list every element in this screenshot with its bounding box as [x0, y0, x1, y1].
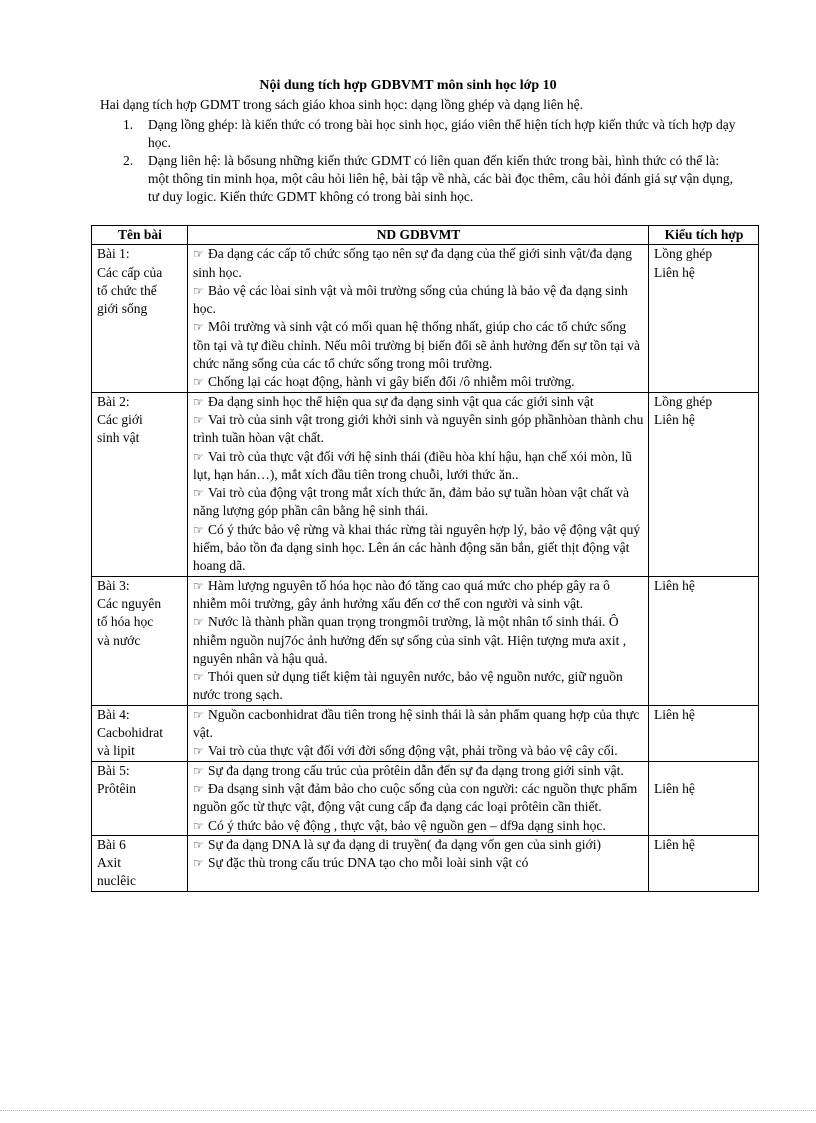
lesson-cell	[92, 576, 188, 705]
content-item	[193, 668, 644, 705]
content-item	[193, 780, 644, 817]
hand-pointing-icon: ☞	[193, 486, 204, 501]
hand-pointing-icon: ☞	[193, 578, 204, 593]
header-type: Kiểu tích hợp	[649, 226, 759, 245]
content-item	[193, 393, 644, 411]
lesson-line: và lipit	[97, 743, 135, 759]
hand-pointing-icon: ☞	[193, 707, 204, 722]
list-text: Dạng liên hệ: là bổsung những kiến thức GDMT có liên quan đến kiến thức trong bài, hình thức có thể là: một thông tin minh họa, một câu hỏi liên hệ, bài tập về nhà, các bài đọc thêm, câu hỏi đánh giá sự vận dụng, tư duy logic. Kiến thức GDMT không có trong bài sinh học.	[148, 153, 734, 204]
lesson-cell	[92, 761, 188, 835]
type-cell	[649, 245, 759, 392]
header-lesson: Tên bài	[92, 226, 188, 245]
document-title: Nội dung tích hợp GDBVMT môn sinh học lớp 10	[259, 78, 557, 93]
content-item	[193, 577, 644, 614]
content-item	[193, 817, 644, 835]
content-text: Chống lại các hoạt động, hành vi gây biến đổi /ô nhiễm môi trường.	[208, 374, 575, 390]
list-text: Dạng lồng ghép: là kiến thức có trong bài học sinh học, giáo viên thể hiện tích hợp kiến thức và tích hợp dạy học.	[148, 117, 736, 150]
type-label	[654, 762, 754, 780]
hand-pointing-icon: ☞	[193, 856, 204, 871]
table-row	[92, 576, 759, 705]
content-text: Vai trò của thực vật đối với hệ sinh thái (điều hòa khí hậu, hạn chế xói mòn, lũ lụt, hạn hán…), mắt xích đầu tiên trong chuỗi, lưới thức ăn..	[193, 448, 632, 482]
content-item	[193, 521, 644, 576]
content-cell	[188, 761, 649, 835]
content-cell	[188, 392, 649, 576]
content-item	[193, 318, 644, 373]
type-label: Liên hệ	[654, 706, 695, 722]
table-row	[92, 761, 759, 835]
content-text: Vai trò của động vật trong mắt xích thức ăn, đảm bảo sự tuần hòan vật chất và năng lượng góp phần cân bằng hệ sinh thái.	[193, 485, 630, 519]
lesson-line: giới sống	[97, 301, 148, 317]
hand-pointing-icon: ☞	[193, 412, 204, 427]
content-text: Vai trò của sinh vật trong giới khởi sinh và nguyên sinh góp phầnhòan thành chu trình tuần hòan vật chất.	[193, 411, 644, 446]
lesson-line: Bài 5:	[97, 762, 130, 778]
type-label: Liên hệ	[654, 411, 695, 427]
lesson-cell	[92, 835, 188, 891]
hand-pointing-icon: ☞	[193, 615, 204, 630]
type-label: Liên hệ	[654, 577, 695, 593]
hand-pointing-icon: ☞	[193, 394, 204, 409]
lesson-cell	[92, 245, 188, 392]
table-row	[92, 835, 759, 891]
content-item	[193, 854, 644, 872]
type-label: Lồng ghép	[654, 246, 713, 262]
lesson-line: Bài 4:	[97, 706, 130, 722]
content-item	[193, 245, 644, 282]
list-number: 1.	[123, 117, 134, 132]
lesson-cell	[92, 392, 188, 576]
content-item	[193, 373, 644, 391]
lesson-cell	[92, 705, 188, 761]
content-cell	[188, 245, 649, 392]
content-text: Sự đa dạng DNA là sự đa dạng di truyền( đa dạng vốn gen của sinh giới)	[208, 836, 601, 852]
hand-pointing-icon: ☞	[193, 522, 204, 537]
content-item	[193, 706, 644, 743]
content-cell	[188, 705, 649, 761]
lesson-line: tố hóa học	[97, 614, 154, 630]
content-text: Hàm lượng nguyên tố hóa học nào đó tăng cao quá mức cho phép gây ra ô nhiễm môi trường, gây ảnh hưởng xấu đến cơ thể con người và sinh vật.	[193, 577, 610, 611]
type-cell	[649, 576, 759, 705]
content-text: Đa dạng các cấp tổ chức sống tạo nên sự đa dạng của thế giới sinh vật/đa dạng sinh học.	[193, 246, 633, 280]
lesson-line: sinh vật	[97, 430, 140, 446]
lesson-line: Các cấp của	[97, 264, 163, 280]
content-text: Đa dsạng sinh vật đảm bảo cho cuộc sống của con người: các nguồn thực phẩm nguồn gốc từ thực vật, động vật cung cấp đa dạng các loại prôtêin cần thiết.	[193, 780, 638, 815]
type-cell	[649, 392, 759, 576]
lesson-line: Các giới	[97, 411, 143, 427]
lesson-line: Prôtêin	[97, 780, 136, 796]
lesson-line: Axit	[97, 855, 122, 871]
content-text: Có ý thức bảo vệ động , thực vật, bảo vệ nguồn gen – df9a dạng sinh học.	[208, 817, 606, 833]
content-item	[193, 411, 644, 448]
hand-pointing-icon: ☞	[193, 283, 204, 298]
content-text: Đa dạng sinh học thể hiện qua sự đa dạng sinh vật qua các giới sinh vật	[208, 393, 594, 409]
type-cell	[649, 705, 759, 761]
type-label: Liên hệ	[654, 780, 695, 796]
hand-pointing-icon: ☞	[193, 837, 204, 852]
hand-pointing-icon: ☞	[193, 247, 204, 262]
content-text: Môi trường và sinh vật có mối quan hệ thống nhất, giúp cho các tổ chức sống tồn tại và tự điều chỉnh. Nếu môi trường bị biến đổi sẽ ảnh hưởng đến sự tồn tại và chức năng sống của các tổ chức sống trong môi trường.	[193, 319, 640, 372]
type-label: Liên hệ	[654, 836, 695, 852]
list-number: 2.	[123, 153, 134, 168]
type-label: Liên hệ	[654, 264, 695, 280]
content-text: Vai trò của thực vật đối với đời sống động vật, phải trồng và bảo vệ cây cối.	[208, 743, 618, 759]
lesson-line: nuclêic	[97, 873, 136, 889]
content-text: Thói quen sử dụng tiết kiệm tài nguyên nước, bảo vệ nguồn nước, giữ nguồn nước trong sạch.	[193, 669, 623, 703]
type-label: Lồng ghép	[654, 393, 713, 409]
integration-table	[91, 225, 759, 892]
content-text: Bảo vệ các lòai sinh vật và môi trường sống của chúng là bảo vệ đa dạng sinh học.	[193, 282, 628, 317]
lesson-line: Bài 1:	[97, 246, 130, 262]
lesson-line: Cacbohidrat	[97, 725, 163, 741]
lesson-line: Bài 2:	[97, 393, 130, 409]
content-item	[193, 448, 644, 485]
content-item	[193, 836, 644, 854]
list-item	[123, 116, 743, 152]
header-content: ND GDBVMT	[188, 226, 649, 245]
content-cell	[188, 576, 649, 705]
table-row	[92, 392, 759, 576]
integration-type-list	[123, 116, 743, 206]
content-text: Nước là thành phần quan trọng trongmôi trường, là một nhân tố sinh thái. Ô nhiễm nguồn nuj7óc ảnh hưởng đến sự sống của sinh vật. Hiện tượng mưa axit , nguyên nhân và hậu quả.	[193, 614, 627, 666]
content-text: Có ý thức bảo vệ rừng và khai thác rừng tài nguyên hợp lý, bảo vệ động vật quý hiếm, bảo tồn đa dạng sinh học. Lên án các hành động săn bắn, giết thịt động vật hoang dã.	[193, 521, 641, 574]
content-item	[193, 613, 644, 668]
hand-pointing-icon: ☞	[193, 320, 204, 335]
content-item	[193, 742, 644, 760]
content-item	[193, 484, 644, 521]
hand-pointing-icon: ☞	[193, 781, 204, 796]
lesson-line: Bài 6	[97, 836, 126, 852]
content-cell	[188, 835, 649, 891]
lesson-line: và nước	[97, 632, 141, 648]
hand-pointing-icon: ☞	[193, 375, 204, 390]
content-item	[193, 762, 644, 780]
list-item	[123, 152, 743, 206]
table-body	[92, 245, 759, 891]
hand-pointing-icon: ☞	[193, 449, 204, 464]
hand-pointing-icon: ☞	[193, 670, 204, 685]
intro-paragraph: Hai dạng tích hợp GDMT trong sách giáo khoa sinh học: dạng lồng ghép và dạng liên hệ.	[100, 97, 584, 112]
hand-pointing-icon: ☞	[193, 818, 204, 833]
content-text: Nguồn cacbonhidrat đầu tiên trong hệ sinh thái là sản phẩm quang hợp của thực vật.	[193, 706, 640, 741]
table-row	[92, 705, 759, 761]
content-text: Sự đa dạng trong cấu trúc của prôtêin dẫn đến sự đa dạng trong giới sinh vật.	[208, 762, 624, 778]
lesson-line: Các nguyên	[97, 595, 162, 611]
type-cell	[649, 761, 759, 835]
lesson-line: tổ chức thế	[97, 282, 157, 298]
content-text: Sự đặc thù trong cấu trúc DNA tạo cho mỗi loài sinh vật có	[208, 855, 529, 871]
lesson-line: Bài 3:	[97, 577, 130, 593]
hand-pointing-icon: ☞	[193, 763, 204, 778]
content-item	[193, 282, 644, 319]
page-bottom-divider	[0, 1110, 816, 1111]
type-cell	[649, 835, 759, 891]
table-header-row	[92, 226, 759, 245]
table-row	[92, 245, 759, 392]
hand-pointing-icon: ☞	[193, 744, 204, 759]
